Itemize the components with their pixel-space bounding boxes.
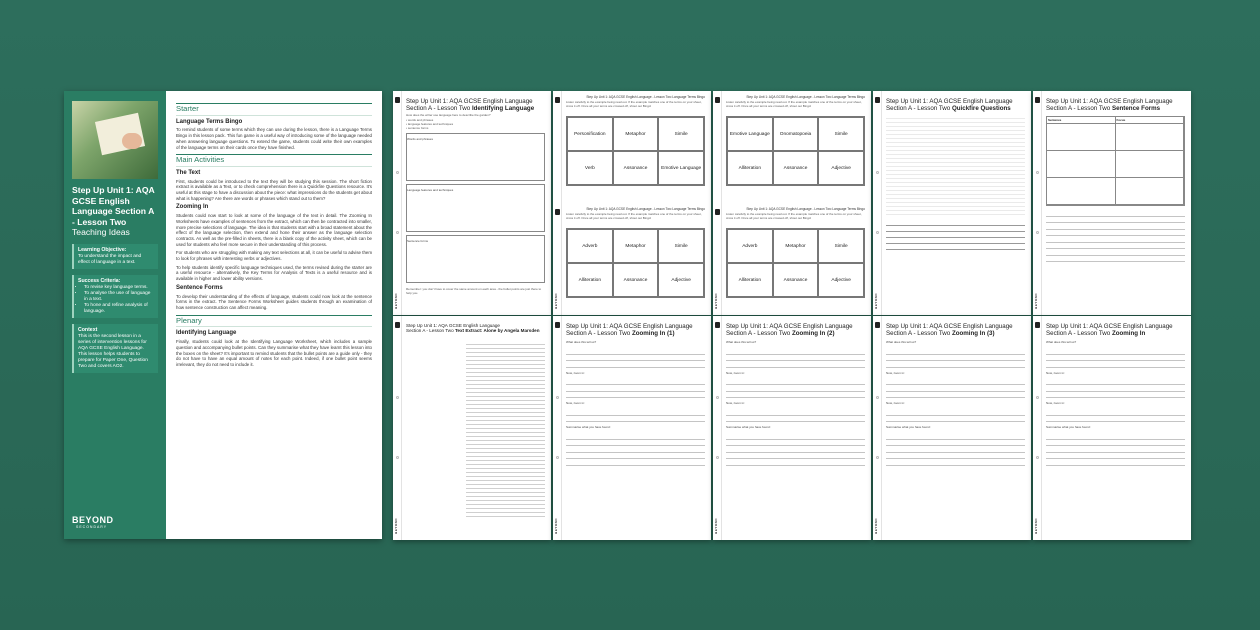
- box-label: Words and phrases: [407, 137, 433, 142]
- forms-heading: Sentence Forms: [176, 284, 223, 291]
- worksheet-zooming-in-blank: BEYOND Step Up Unit 1: AQA GCSE English Language Section A - Lesson Two Zooming In What does this tell us? Now, zoom in: Now, zoom in: Summarise what you have found:: [1033, 316, 1191, 540]
- success-criteria-box: [72, 275, 158, 318]
- bingo-cell: Assonance: [613, 263, 659, 297]
- section-heading-main: Main Activities: [176, 154, 372, 167]
- zoom-prompt: Now, zoom in:: [1046, 401, 1065, 406]
- bingo-cell: Adjective: [658, 263, 704, 297]
- zoom-prompt: Now, zoom in:: [726, 401, 745, 406]
- bingo-cell: Alliteration: [727, 263, 773, 297]
- bingo-heading: Language Terms Bingo: [176, 118, 243, 125]
- bingo-header: Step Up Unit 1: AQA GCSE English Language - Lesson Two Language Terms Bingo: [746, 207, 865, 211]
- zoom-prompt: Now, zoom in:: [886, 401, 905, 406]
- zoom-summary: Summarise what you have found:: [1046, 425, 1091, 430]
- bingo-grid: [566, 228, 705, 298]
- worksheet-zooming-in-1: BEYOND Step Up Unit 1: AQA GCSE English Language Section A - Lesson Two Zooming In (1) What does this tell us? Now, zoom in: Now, zoom in: Summarise what you have found:: [553, 316, 711, 540]
- zoom-text: Students could now start to look at some of the language of the text in detail. The Zooming In Worksheets have examples of sentences from the extract, which can then be contracted into smaller, more precise selections of language. The idea is that students start with a broad statement about the effect of the language selection, then extend and hone their answer as the language selection contracts. As well as the pre-filled in sheets, there is a blank copy of the activity sheet, which can be used for students who feel more secure in their understanding of this process.: [176, 213, 372, 247]
- identifying-heading: Identifying Language: [176, 330, 237, 337]
- bingo-cell: Alliteration: [727, 151, 773, 185]
- worksheet-title: Step Up Unit 1: AQA GCSE English Language Section A - Lesson Two Zooming In (3): [886, 323, 1013, 338]
- bingo-instructions: Listen carefully to the example being read out. If the example matches one of the terms on your sheet, cross it off. Once all your terms are crossed off, shout out Bingo!: [726, 212, 862, 220]
- lesson-photo: [72, 101, 158, 179]
- zoom-heading: Zooming In: [176, 204, 209, 211]
- beyond-logo: BEYOND SECONDARY: [72, 515, 114, 529]
- criteria-heading: Success Criteria:: [78, 277, 121, 284]
- context-box: [72, 324, 158, 373]
- table-header: Focus: [1116, 117, 1185, 123]
- text-text: First, students could be introduced to the text they will be studying this session. The short fiction extract is available as a Text, or to check comprehension there is a Quickfire Questions resource. It's useful at this stage to have a discussion about the piece: what impressions do the students get about what is happening? Are there are words or phrases which stand out to them?: [176, 178, 372, 201]
- worksheet-bingo-a: BEYOND Step Up Unit 1: AQA GCSE English Language - Lesson Two Language Terms Bingo Listen carefully to the example being read out. If the example matches one of the terms on your sheet, cross it off. Once all your terms are crossed off, shout out Bingo! Personification Metaphor Simile Verb Assonance Emotive Language Step Up Unit 1: AQA GCSE English Language - Lesson Two Language Terms Bingo Listen carefully to the example being read out. If the example matches one of the terms on your sheet, cross it off. Once all your terms are crossed off, shout out Bingo! Adverb Metaphor Simile Alliteration Assonance Adjective: [553, 91, 711, 315]
- zoom-summary: Summarise what you have found:: [566, 425, 611, 430]
- lesson-title: Step Up Unit 1: AQA GCSE English Language Section A - Lesson Two: [72, 185, 155, 227]
- bingo-cell: Adjective: [818, 263, 864, 297]
- criteria-item: • To revise key language terms.: [84, 285, 154, 291]
- bingo-cell: Simile: [658, 117, 704, 151]
- box-label: Sentence forms: [407, 239, 429, 244]
- worksheet-quickfire-questions: BEYOND Step Up Unit 1: AQA GCSE English Language Section A - Lesson Two Quickfire Questions: [873, 91, 1031, 315]
- zoom-summary: Summarise what you have found:: [886, 425, 931, 430]
- sidebar: [64, 91, 166, 539]
- worksheet-footer: Remember: you don't have to cover the same amount on each area - the bullet points are just there to help you.: [406, 287, 542, 296]
- zoom-prompt: Now, zoom in:: [1046, 370, 1065, 375]
- bingo-instructions: Listen carefully to the example being read out. If the example matches one of the terms on your sheet, cross it off. Once all your terms are crossed off, shout out Bingo!: [566, 212, 702, 220]
- worksheet-title: Step Up Unit 1: AQA GCSE English Language Section A - Lesson Two Text Extract: Alone by Angela Marsden: [406, 323, 540, 334]
- bingo-grid: [566, 116, 705, 186]
- bingo-cell: Metaphor: [613, 229, 659, 263]
- bingo-cell: Simile: [818, 117, 864, 151]
- zoom-question: What does this tell us?: [1046, 340, 1077, 345]
- bingo-instructions: Listen carefully to the example being read out. If the example matches one of the terms on your sheet, cross it off. Once all your terms are crossed off, shout out Bingo!: [726, 100, 862, 108]
- bingo-cell: Simile: [658, 229, 704, 263]
- worksheet-title: Step Up Unit 1: AQA GCSE English Language Section A - Lesson Two Quickfire Questions: [886, 98, 1013, 113]
- bingo-header: Step Up Unit 1: AQA GCSE English Language - Lesson Two Language Terms Bingo: [586, 207, 705, 211]
- context-text: This is the second lesson in a series of intervention lessons for AQA GCSE English Language. This lesson helps students to prepare for Paper One, Question Two and covers AO2.: [78, 333, 148, 369]
- extract-text: [466, 342, 545, 517]
- zoom-question: What does this tell us?: [886, 340, 917, 345]
- teaching-content: [166, 91, 382, 539]
- forms-text: To develop their understanding of the effects of language, students could now look at the sentence forms in the extract. The Sentence Forms Worksheet guides students through an examination of how sentence construction can affect meaning.: [176, 293, 372, 310]
- bingo-cell: Verb: [567, 151, 613, 185]
- bingo-instructions: Listen carefully to the example being read out. If the example matches one of the terms on your sheet, cross it off. Once all your terms are crossed off, shout out Bingo!: [566, 100, 702, 108]
- worksheet-bullets: • words and phrases • language features and techniques • sentence forms: [406, 118, 454, 131]
- zoom-prompt: Now, zoom in:: [726, 370, 745, 375]
- worksheet-zooming-in-2: BEYOND Step Up Unit 1: AQA GCSE English Language Section A - Lesson Two Zooming In (2) What does this tell us? Now, zoom in: Now, zoom in: Summarise what you have found:: [713, 316, 871, 540]
- bingo-cell: Adverb: [727, 229, 773, 263]
- learning-objective-box: [72, 244, 158, 269]
- bingo-cell: Adjective: [818, 151, 864, 185]
- teaching-ideas-page: [64, 91, 382, 539]
- quickfire-extract: [886, 116, 1025, 216]
- bingo-cell: Alliteration: [567, 263, 613, 297]
- worksheet-identifying-language: BEYOND Step Up Unit 1: AQA GCSE English Language Section A - Lesson Two Identifying Language How does the writer use language here to describe the garden? • words and phrases • language features and techniques • sentence forms Words and phrases Language features and techniques Sentence forms Remember: you don't have to cover the same amount on each area - the bullet points are just there to help you.: [393, 91, 551, 315]
- bingo-cell: Assonance: [613, 151, 659, 185]
- bingo-header: Step Up Unit 1: AQA GCSE English Language - Lesson Two Language Terms Bingo: [586, 95, 705, 99]
- sentence-forms-table: [1046, 116, 1185, 206]
- bingo-cell: Assonance: [773, 263, 819, 297]
- bingo-cell: Metaphor: [613, 117, 659, 151]
- bingo-grid: [726, 116, 865, 186]
- bingo-cell: Adverb: [567, 229, 613, 263]
- zoom-text-2: For students who are struggling with making any text selections at all, it can be useful to advise them to look for phrases with interesting verbs or adjectives.: [176, 250, 372, 262]
- answer-lines: [1046, 210, 1185, 262]
- bingo-cell: Metaphor: [773, 229, 819, 263]
- worksheet-sentence-forms: BEYOND Step Up Unit 1: AQA GCSE English Language Section A - Lesson Two Sentence Forms Sentence Focus: [1033, 91, 1191, 315]
- lesson-subtitle: Teaching Ideas: [72, 227, 130, 237]
- worksheet-title: Step Up Unit 1: AQA GCSE English Language Section A - Lesson Two Zooming In (2): [726, 323, 853, 338]
- identifying-text: Finally, students could look at the Identifying Language Worksheet, which includes a sample question and accompanying bullet points. Can they summarise what they have learnt this lesson into the boxes on the sheet? It's important to remind students that the bullet points are a guide only - they do not have to have an equal amount of notes for each point. Indeed, if one bullet point seems irrelevant, they do not need to include it.: [176, 339, 372, 367]
- zoom-summary: Summarise what you have found:: [726, 425, 771, 430]
- worksheet-title: Step Up Unit 1: AQA GCSE English Language Section A - Lesson Two Zooming In (1): [566, 323, 693, 338]
- objective-heading: Learning Objective:: [78, 246, 127, 253]
- worksheet-text-extract: BEYOND Step Up Unit 1: AQA GCSE English Language Section A - Lesson Two Text Extract: Alone by Angela Marsden: [393, 316, 551, 540]
- bingo-cell: Emotive Language: [727, 117, 773, 151]
- worksheet-title: Step Up Unit 1: AQA GCSE English Language Section A - Lesson Two Zooming In: [1046, 323, 1173, 338]
- worksheet-bingo-b: BEYOND Step Up Unit 1: AQA GCSE English Language - Lesson Two Language Terms Bingo Listen carefully to the example being read out. If the example matches one of the terms on your sheet, cross it off. Once all your terms are crossed off, shout out Bingo! Emotive Language Onomatopoeia Simile Alliteration Assonance Adjective Step Up Unit 1: AQA GCSE English Language - Lesson Two Language Terms Bingo Listen carefully to the example being read out. If the example matches one of the terms on your sheet, cross it off. Once all your terms are crossed off, shout out Bingo! Adverb Metaphor Simile Alliteration Assonance Adjective: [713, 91, 871, 315]
- zoom-text-3: To help students identify specific language techniques used, the terms revised during the starter are a useful resource - alternatively, the Key Terms for Analysis of Texts is a useful resource and is available in higher and lower ability versions.: [176, 264, 372, 282]
- zoom-question: What does this tell us?: [566, 340, 597, 345]
- bingo-text: To remind students of some terms which they can use during the lesson, there is a Language Terms Bingo in this lesson pack. This fun game is a useful way of introducing some of the language needed when answering language questions. To extend the game, students could write their own examples of the language terms on their cards once they have finished.: [176, 127, 372, 150]
- bingo-cell: Onomatopoeia: [773, 117, 819, 151]
- bingo-cell: Emotive Language: [658, 151, 704, 185]
- zoom-prompt: Now, zoom in:: [566, 370, 585, 375]
- context-heading: Context: [78, 326, 98, 333]
- bingo-grid: [726, 228, 865, 298]
- bingo-header: Step Up Unit 1: AQA GCSE English Language - Lesson Two Language Terms Bingo: [746, 95, 865, 99]
- bingo-cell: Personification: [567, 117, 613, 151]
- criteria-item: • To analyse the use of language in a text.: [84, 291, 154, 303]
- zoom-prompt: Now, zoom in:: [566, 401, 585, 406]
- text-heading: The Text: [176, 169, 201, 176]
- worksheet-title: Step Up Unit 1: AQA GCSE English Language Section A - Lesson Two Identifying Language: [406, 98, 535, 113]
- worksheet-title: Step Up Unit 1: AQA GCSE English Language Section A - Lesson Two Sentence Forms: [1046, 98, 1173, 113]
- box-label: Language features and techniques: [407, 188, 454, 193]
- table-header: Sentence: [1047, 117, 1116, 123]
- section-heading-starter: Starter: [176, 103, 372, 116]
- zoom-question: What does this tell us?: [726, 340, 757, 345]
- section-heading-plenary: Plenary: [176, 315, 372, 328]
- worksheet-question: How does the writer use language here to describe the garden?: [406, 113, 491, 118]
- objective-text: To understand the impact and effect of language in a text.: [78, 253, 142, 265]
- bingo-cell: Simile: [818, 229, 864, 263]
- criteria-item: • To hone and refine analysis of language.: [84, 303, 154, 315]
- bingo-cell: Assonance: [773, 151, 819, 185]
- worksheet-zooming-in-3: BEYOND Step Up Unit 1: AQA GCSE English Language Section A - Lesson Two Zooming In (3) What does this tell us? Now, zoom in: Now, zoom in: Summarise what you have found:: [873, 316, 1031, 540]
- zoom-prompt: Now, zoom in:: [886, 370, 905, 375]
- quickfire-questions: [886, 222, 1025, 252]
